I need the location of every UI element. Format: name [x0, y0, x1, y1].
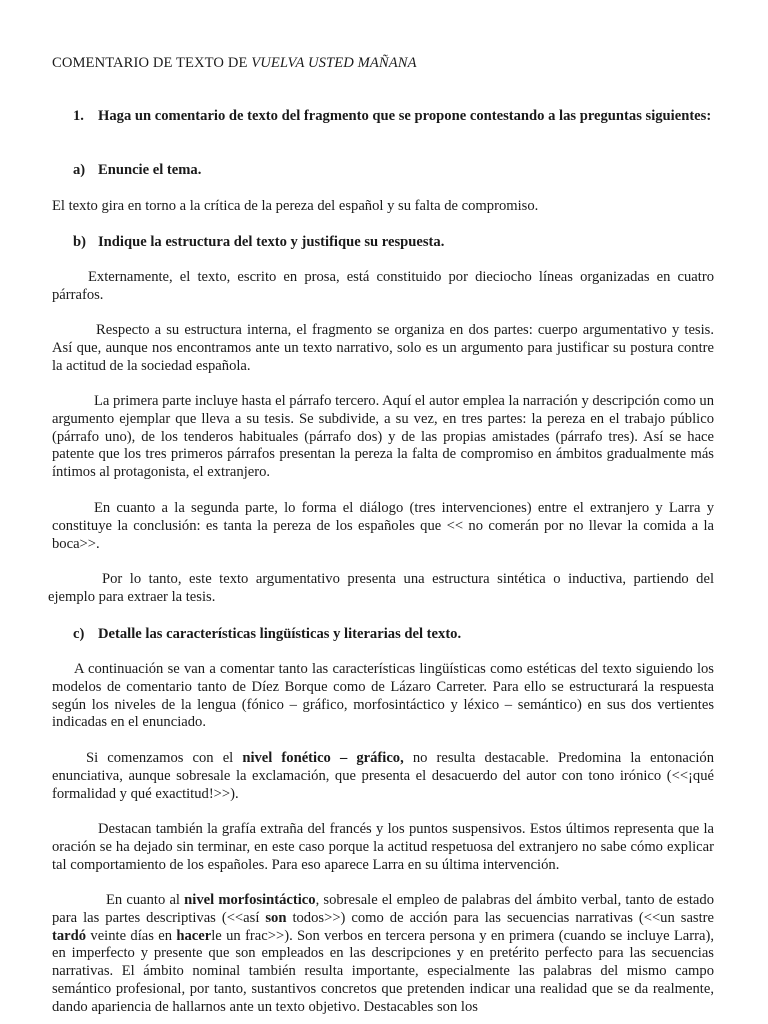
p10-text-c: todos>>) como de acción para las secuencias narrativas (<<un sastre	[286, 909, 714, 926]
p8-text-a: Si comenzamos con el	[86, 750, 243, 766]
p10-bold-hacer: hacer	[176, 927, 212, 944]
linguistic-paragraph-4	[52, 892, 714, 1017]
p8-text-b: no resulta destacable. Predomina la entonación enunciativa, aunque sobresale la exclamación, que presenta el desacuerdo del autor con tono irónico (<<¡qué formalidad y qué exactitud!>>).	[52, 750, 714, 802]
question-1	[73, 108, 714, 126]
p10-text-b: , sobresale el empleo de palabras del ámbito verbal, tanto de estado para las partes descriptivas (<<así	[52, 892, 714, 926]
linguistic-paragraph-3: Destacan también la grafía extraña del francés y los puntos suspensivos. Estos últimos representa que la oración se ha dejado sin terminar, en este caso porque la actitud respetuosa del extranjero no sabe cómo explicar tal comportamiento de los españoles. Para eso aparece Larra en su última intervención.	[52, 821, 714, 873]
p10-text-d: veinte días en	[86, 927, 177, 944]
structure-paragraph-1: Externamente, el texto, escrito en prosa, está constituido por dieciocho líneas organizadas en cuatro párrafos.	[52, 269, 714, 303]
answer-a-paragraph: El texto gira en torno a la crítica de la pereza del español y su falta de compromiso.	[52, 198, 539, 214]
subquestion-a-text: Enuncie el tema.	[98, 162, 202, 178]
subquestion-c	[73, 626, 714, 644]
linguistic-paragraph-1: A continuación se van a comentar tanto las características lingüísticas como estéticas del texto siguiendo los modelos de comentario tanto de Díez Borque como de Lázaro Carreter. Para ello se estructurará la respuesta según los niveles de la lengua (fónico – gráfico, morfosintáctico y léxico – semántico) en sus dos vertientes indicadas en el enunciado.	[52, 661, 714, 731]
question-1-text: Haga un comentario de texto del fragmento que se propone contestando a las preguntas siguientes:	[98, 108, 712, 124]
structure-paragraph-4: En cuanto a la segunda parte, lo forma el diálogo (tres intervenciones) entre el extranjero y Larra y constituye la conclusión: es tanta la pereza de los españoles que << no comerán por no llevar la comida a la boca>>.	[52, 500, 714, 552]
p10-bold-son: son	[265, 909, 287, 926]
subquestion-c-text: Detalle las características lingüísticas y literarias del texto.	[98, 626, 462, 642]
subquestion-b-letter: b)	[73, 234, 86, 250]
subquestion-b-text: Indique la estructura del texto y justifique su respuesta.	[98, 234, 445, 250]
question-1-number: 1.	[73, 108, 84, 124]
subquestion-b	[73, 234, 714, 252]
title-work: VUELVA USTED MAÑANA	[251, 55, 417, 71]
structure-paragraph-5: Por lo tanto, este texto argumentativo presenta una estructura sintética o inductiva, partiendo del ejemplo para extraer la tesis.	[48, 571, 714, 605]
document-title	[52, 55, 417, 73]
structure-paragraph-2: Respecto a su estructura interna, el fragmento se organiza en dos partes: cuerpo argumentativo y tesis. Así que, aunque nos encontramos ante un texto narrativo, solo es un argumento para justificar su postura contre la actitud de la sociedad española.	[52, 322, 714, 374]
p10-text-e: le un frac>>). Son verbos en tercera persona y en primera (cuando se incluye Larra), en imperfecto y presente que son empleados en las descripciones y en pretérito perfecto para las secuencias narrativas. El ámbito nominal también resulta importante, especialmente las palabras del mismo campo semántico profesional, por tanto, sustantivos concretos que pretenden indicar una realidad que se da realmente, dando apariencia de hallarnos ante un texto objetivo. Destacables son los	[52, 927, 714, 1015]
p10-bold-tardo: tardó	[52, 927, 87, 944]
subquestion-a-letter: a)	[73, 162, 86, 178]
p8-bold-level: nivel fonético – gráfico,	[242, 750, 404, 766]
structure-paragraph-3: La primera parte incluye hasta el párrafo tercero. Aquí el autor emplea la narración y descripción como un argumento ejemplar que lleva a su tesis. Se subdivide, a su vez, en tres partes: la pereza en el trabajo público (párrafo uno), de los tenderos habituales (párrafo dos) y de las propias amistades (párrafo tres). Así se hace patente que los tres primeros párrafos presentan la pereza la falta de compromiso en ámbitos gradualmente más íntimos al protagonista, el extranjero.	[52, 393, 714, 481]
p10-text-a: En cuanto al	[106, 892, 185, 908]
linguistic-paragraph-2	[52, 750, 714, 803]
subquestion-c-letter: c)	[73, 626, 85, 642]
p10-bold-level: nivel morfosintáctico	[184, 892, 316, 908]
subquestion-a	[73, 162, 714, 180]
title-prefix: COMENTARIO DE TEXTO DE	[52, 55, 252, 71]
